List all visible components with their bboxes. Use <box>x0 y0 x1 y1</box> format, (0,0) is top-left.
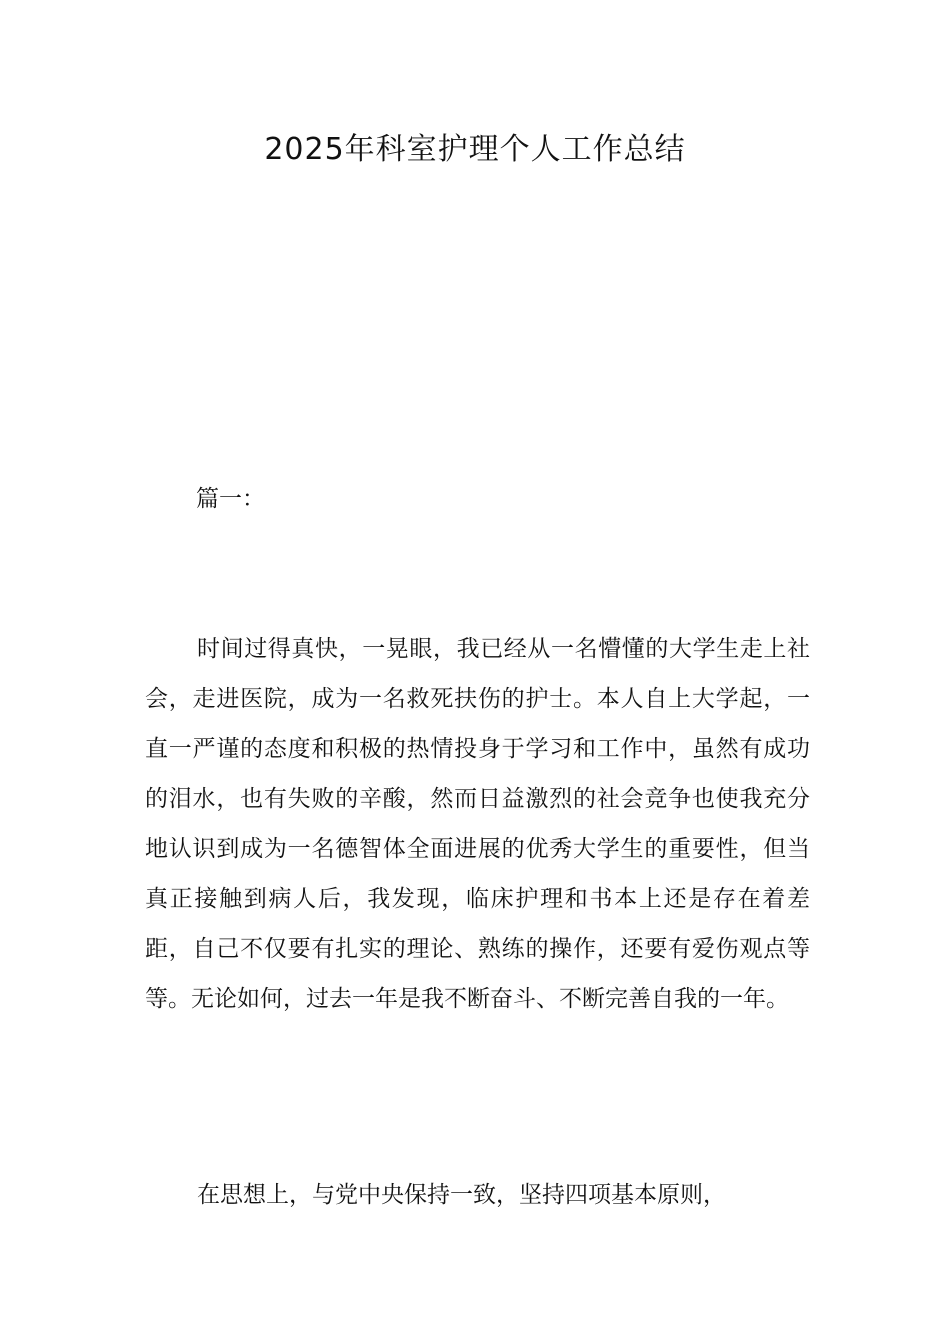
paragraph-1: 时间过得真快，一晃眼，我已经从一名懵懂的大学生走上社会，走进医院，成为一名救死扶伤的护士。本人自上大学起，一直一严谨的态度和积极的热情投身于学习和工作中，虽然有成功的泪水，也有失败的辛酸，然而日益激烈的社会竞争也使我充分地认识到成为一名德智体全面进展的优秀大学生的重要性，但当真正接触到病人后，我发现，临床护理和书本上还是存在着差距，自己不仅要有扎实的理论、熟练的操作，还要有爱伤观点等等。无论如何，过去一年是我不断奋斗、不断完善自我的一年。 <box>145 636 810 1012</box>
section-label: 篇一： <box>196 486 265 512</box>
paragraph-2: 在思想上，与党中央保持一致，坚持四项基本原则， <box>197 1182 726 1208</box>
document-title: 2025年科室护理个人工作总结 <box>264 132 686 167</box>
